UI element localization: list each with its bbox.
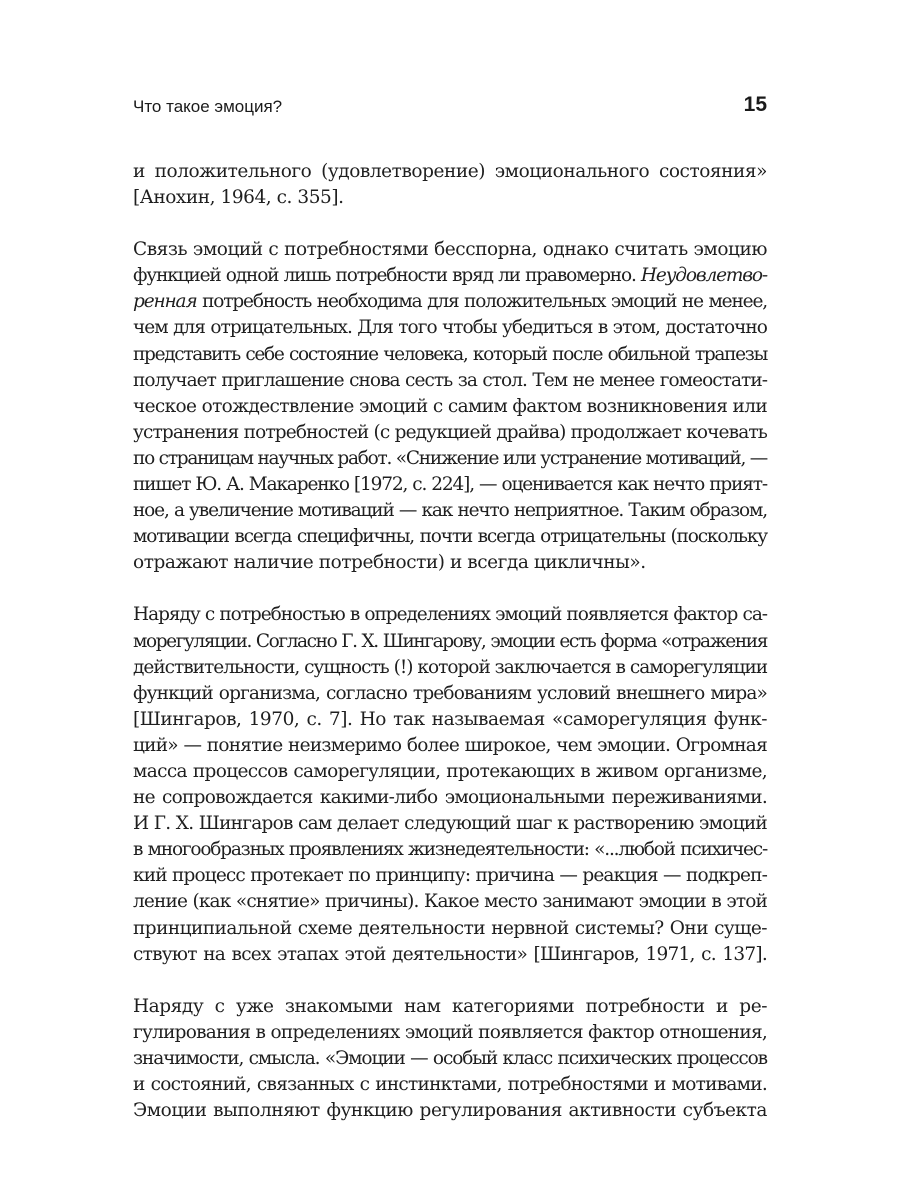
text-line: устранения потребностей (с редукцией драйва) продолжает кочевать <box>133 421 767 443</box>
paragraph-4 <box>133 994 767 1124</box>
italic-term: Неудовлетво- <box>640 265 767 287</box>
text-line: Наряду с уже знакомыми нам категориями потребности и ре- <box>133 995 767 1017</box>
paragraph-1 <box>133 159 767 211</box>
running-title: Что такое эмоция? <box>133 97 283 116</box>
text-line: ций» — понятие неизмеримо более широкое, чем эмоции. Огромная <box>133 734 767 756</box>
text-line: ление (как «снятие» причины). Какое место занимают эмоции в этой <box>133 891 767 913</box>
text-line: Наряду с потребностью в определениях эмоций появляется фактор са- <box>133 604 767 626</box>
text-line: и состояний, связанных с инстинктами, потребностями и мотивами. <box>133 1074 767 1095</box>
text-line: принципиальной схеме деятельности нервной системы? Они суще- <box>133 917 767 939</box>
text-line: получает приглашение снова сесть за стол. Тем не менее гомеостати- <box>133 369 767 391</box>
text-line: пишет Ю. А. Макаренко [1972, с. 224], — оценивается как нечто прият- <box>133 474 767 496</box>
text-line: и положительного (удовлетворение) эмоционального состояния» <box>133 161 767 182</box>
paragraph-3 <box>133 602 767 967</box>
page-number: 15 <box>743 93 767 116</box>
text-line: ствуют на всех этапах этой деятельности» [Шингаров, 1971, с. 137]. <box>133 943 767 965</box>
text-line: [Шингаров, 1970, с. 7]. Но так называемая «саморегуляция функ- <box>133 708 767 730</box>
text-line: представить себе состояние человека, который после обильной трапезы <box>133 343 767 365</box>
text-line <box>133 263 767 289</box>
text-line: морегуляции. Согласно Г. Х. Шингарову, эмоции есть форма «отражения <box>133 630 767 652</box>
text-line: кий процесс протекает по принципу: причина — реакция — подкреп- <box>133 865 767 887</box>
italic-term: ренная <box>133 291 197 313</box>
text-line: значимости, смысла. «Эмоции — особый класс психических процессов <box>133 1047 767 1069</box>
paragraph-2 <box>133 237 767 576</box>
text-line: в многообразных проявлениях жизнедеятельности: «...любой психичес- <box>133 839 767 861</box>
text-line: функций организма, согласно требованиям условий внешнего мира» <box>133 682 767 704</box>
text-line: не сопровождается какими-либо эмоциональными переживаниями. <box>133 787 767 809</box>
text-line: по страницам научных работ. «Снижение или устранение мотиваций, — <box>133 447 767 469</box>
text-line: действительности, сущность (!) которой заключается в саморегуляции <box>133 656 768 678</box>
running-header <box>133 93 767 121</box>
text-line: ческое отождествление эмоций с самим фактом возникновения или <box>133 395 767 417</box>
text-segment: функцией одной лишь потребности вряд ли правомерно. <box>133 265 636 287</box>
text-line: Связь эмоций с потребностями бесспорна, однако считать эмоцию <box>133 239 767 261</box>
text-line: чем для отрицательных. Для того чтобы убедиться в этом, достаточно <box>133 317 767 339</box>
text-line: гулирования в определениях эмоций появляется фактор отношения, <box>133 1021 767 1043</box>
text-line: отражают наличие потребности) и всегда цикличны». <box>133 552 646 574</box>
text-line <box>133 289 767 315</box>
text-line: мотивации всегда специфичны, почти всегда отрицательны (поскольку <box>133 526 767 548</box>
text-line: Эмоции выполняют функцию регулирования активности субъекта <box>133 1100 767 1122</box>
text-line: масса процессов саморегуляции, протекающих в живом организме, <box>133 760 767 782</box>
text-line: ное, а увеличение мотиваций — как нечто неприятное. Таким образом, <box>133 500 767 522</box>
text-segment: потребность необходима для положительных эмоций не менее, <box>202 291 767 313</box>
text-line: [Анохин, 1964, с. 355]. <box>133 187 344 209</box>
body-text <box>133 159 767 1124</box>
text-line: И Г. Х. Шингаров сам делает следующий шаг к растворению эмоций <box>133 813 767 835</box>
